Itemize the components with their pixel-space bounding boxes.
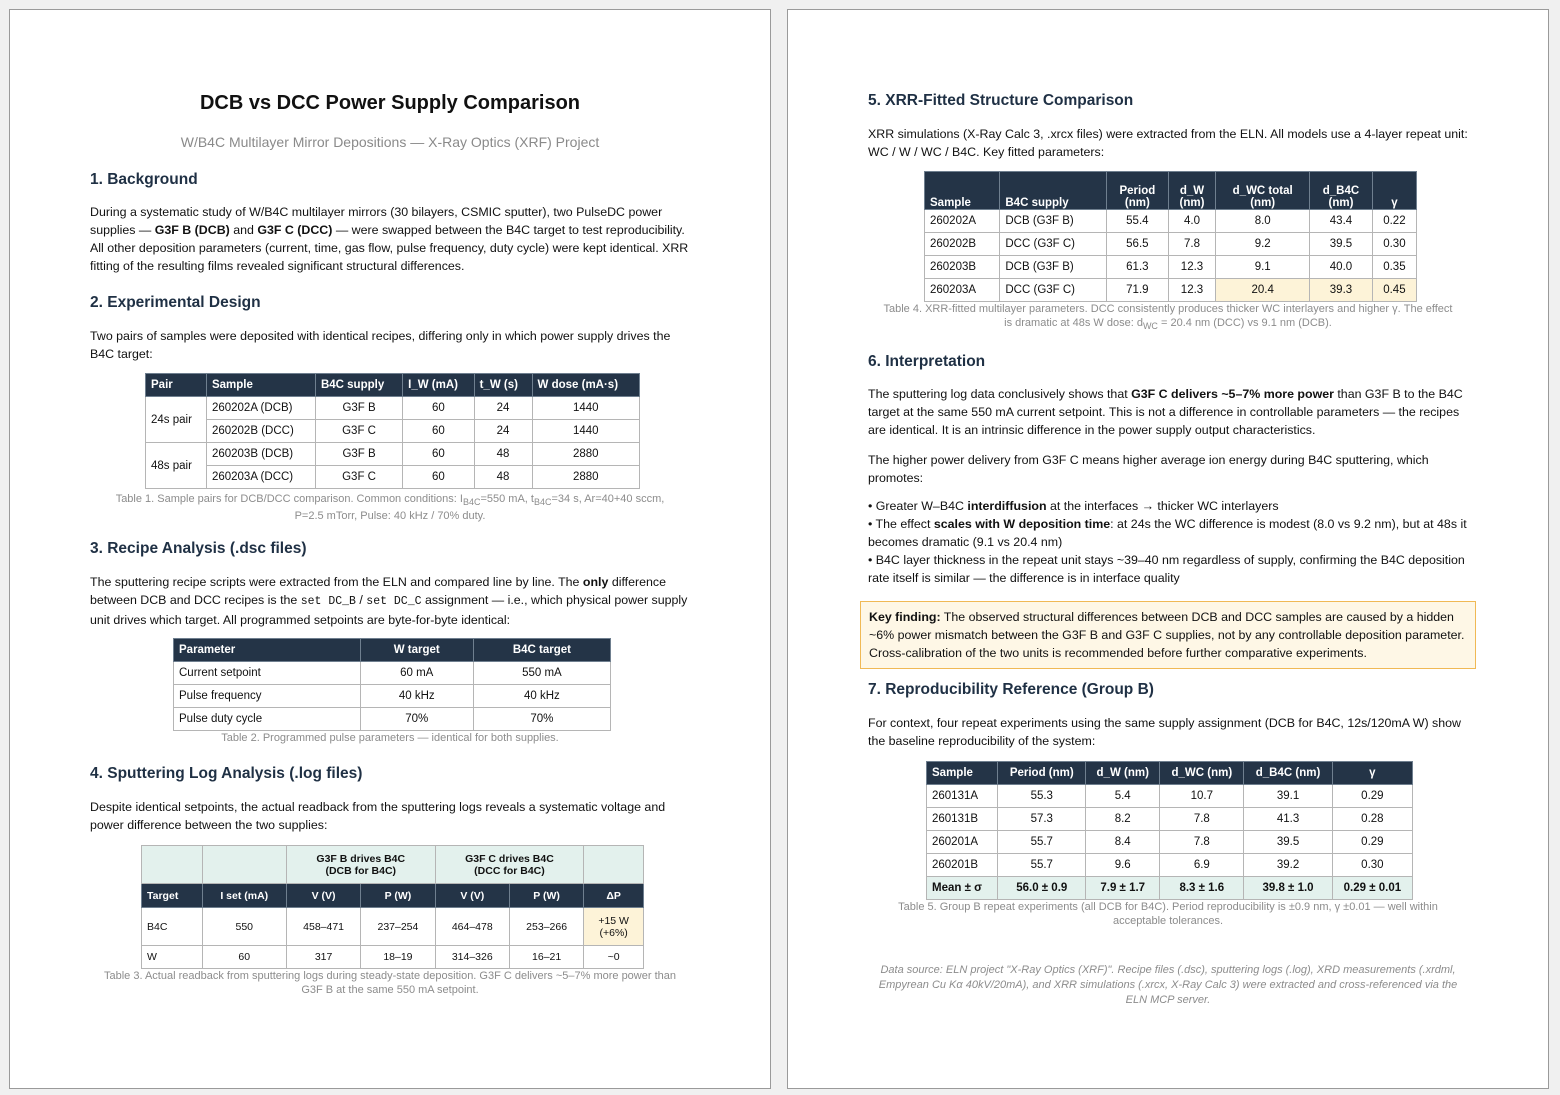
table-cell: 0.30 [1372,233,1416,256]
table-cell: B4C [142,908,203,946]
table-cell: 43.4 [1310,210,1373,233]
table-row [927,808,1413,831]
table-cell: Current setpoint [174,662,361,685]
table-cell: 260201A [927,831,998,854]
table-cell: 260202A [925,210,1000,233]
header-unit: (nm) [1179,197,1205,209]
column-header: t_W (s) [474,374,532,397]
table-row [174,708,611,731]
reproducibility-table [926,761,1413,900]
mean-cell: 56.0 ± 0.9 [998,877,1086,900]
table-cell: 55.7 [998,831,1086,854]
table-row [927,831,1413,854]
group-g3f-c: G3F C drives B4C (DCC for B4C) [435,846,584,884]
column-header: P (W) [509,884,583,908]
column-header [1216,172,1310,210]
table-cell: 260201B [927,854,998,877]
table-cell: 60 [403,420,474,443]
log-paragraph: Despite identical setpoints, the actual readback from the sputtering logs reveals a systematic voltage and power difference between the two supplies: [90,800,666,832]
table-row [146,466,640,489]
table-cell: 7.8 [1160,808,1244,831]
table-cell: 2880 [532,443,639,466]
column-header: Period (nm) [998,762,1086,785]
header-line: B4C supply [1005,197,1069,209]
mean-cell: 39.8 ± 1.0 [1244,877,1332,900]
table-row [925,233,1417,256]
heading-xrr-structure: 5. XRR-Fitted Structure Comparison [868,92,1134,109]
table-cell: 39.5 [1244,831,1332,854]
heading-experimental-design: 2. Experimental Design [90,294,261,311]
table-row [927,854,1413,877]
sputtering-log-table [141,845,644,969]
table-cell: 5.4 [1086,785,1160,808]
reproducibility-paragraph: For context, four repeat experiments using the same supply assignment (DCB for B4C, 12s/120mA W) show the baseline reproducibility of the system: [868,716,1461,748]
table-cell: G3F B [315,397,402,420]
heading-reproducibility: 7. Reproducibility Reference (Group B) [868,681,1154,698]
table-cell: 57.3 [998,808,1086,831]
bullet-scaling: • The effect scales with W deposition time: at 24s the WC difference is modest (8.0 vs 9.2 nm), but at 48s it becomes dramatic (9.1 vs 20.4 nm) [868,517,1467,549]
header-line: d_WC total [1232,185,1293,197]
data-source-footnote: Data source: ELN project "X-Ray Optics (XRF)". Recipe files (.dsc), sputtering logs (.log), XRD measurements (.xrdml, Empyrean Cu Kα 40kV/20mA), and XRR simulations (.xrcx, X-Ray Calc 3) were extracted and cross-referenced via the ELN MCP server. [878,964,1458,1006]
column-header: d_WC (nm) [1160,762,1244,785]
table-cell: 0.29 [1332,831,1412,854]
table-cell: 1440 [532,420,639,443]
column-header: P (W) [361,884,435,908]
table-cell: 8.0 [1216,210,1310,233]
heading-interpretation: 6. Interpretation [868,353,986,370]
table-cell: 70% [473,708,610,731]
delta-p-cell [584,908,644,946]
table-cell: 40 kHz [473,685,610,708]
table-cell: 0.30 [1332,854,1412,877]
column-header: B4C supply [315,374,402,397]
interpretation-paragraph-1: The sputtering log data conclusively shows that G3F C delivers ~5–7% more power than G3F B to the B4C target at the same 550 mA current setpoint. This is not a difference in controllable parameters — the recipes are identical. It is an intrinsic difference in the power supply output characteristics. [868,387,1463,437]
table-cell: 550 [202,908,286,946]
table-row [174,685,611,708]
table-cell: 24 [474,420,532,443]
empty-group-cell [142,846,203,884]
table-cell: G3F B [315,443,402,466]
column-header: W target [360,639,473,662]
table-cell: W [142,946,203,969]
table-row [146,443,640,466]
table-cell: Pulse frequency [174,685,361,708]
table-cell: 39.5 [1310,233,1373,256]
recipe-paragraph: The sputtering recipe scripts were extracted from the ELN and compared line by line. The only difference between DCB and DCC recipes is the set DC_B / set DC_C assignment — i.e., which physical power supply unit drives which target. All programmed setpoints are byte-for-byte identical: [90,575,688,627]
column-header: γ [1332,762,1412,785]
delta-p-value: ~0 [607,951,620,963]
table-cell: 12.3 [1168,279,1215,302]
table-cell: 260131B [927,808,998,831]
column-header [1168,172,1215,210]
table-cell: 260203B [925,256,1000,279]
table-cell: 60 [403,443,474,466]
table-cell: 7.8 [1160,831,1244,854]
column-header: Pair [146,374,207,397]
table-cell: 40.0 [1310,256,1373,279]
table-cell: DCC (G3F C) [1000,279,1107,302]
table-cell: 550 mA [473,662,610,685]
header-line: Period [1119,185,1156,197]
table-cell: 40 kHz [360,685,473,708]
table-cell: 70% [360,708,473,731]
header-line: d_W [1179,185,1205,197]
header-unit: (nm) [1328,197,1354,209]
column-header: V (V) [286,884,360,908]
table5-caption: Table 5. Group B repeat experiments (all DCB for B4C). Period reproducibility is ±0.9 nm, γ ±0.01 — well within acceptable tolerances. [898,901,1438,927]
design-paragraph: Two pairs of samples were deposited with identical recipes, differing only in which power supply drives the B4C target: [90,329,671,361]
table-cell: 61.3 [1106,256,1168,279]
mean-cell: 8.3 ± 1.6 [1160,877,1244,900]
table3-caption: Table 3. Actual readback from sputtering logs during steady-state deposition. G3F C delivers ~5–7% more power than G3F B at the same 550 mA setpoint. [103,970,676,996]
empty-group-cell [202,846,286,884]
column-header [1000,172,1107,210]
header-unit: (nm) [1250,197,1276,209]
table-cell: G3F C [315,420,402,443]
table-row [927,785,1413,808]
table-cell: 458–471 [286,908,360,946]
mean-cell: Mean ± σ [927,877,998,900]
table-cell: 237–254 [361,908,435,946]
table-cell: 9.2 [1216,233,1310,256]
table-cell: 6.9 [1160,854,1244,877]
table-cell: 12.3 [1168,256,1215,279]
table-cell: 260202B [925,233,1000,256]
column-header: B4C target [473,639,610,662]
column-header: I set (mA) [202,884,286,908]
table-cell: 0.45 [1372,279,1416,302]
table-cell: 48 [474,443,532,466]
column-header: Target [142,884,203,908]
table-cell: DCB (G3F B) [1000,256,1107,279]
table-cell: 8.2 [1086,808,1160,831]
table-cell: 260202A (DCB) [206,397,315,420]
pair-cell: 48s pair [146,443,207,489]
header-line: Sample [930,197,971,209]
table-cell: 4.0 [1168,210,1215,233]
table-cell: 20.4 [1216,279,1310,302]
table-cell: 71.9 [1106,279,1168,302]
table-row [142,946,644,969]
column-header [1106,172,1168,210]
table-row [925,279,1417,302]
table-cell: 55.4 [1106,210,1168,233]
table-cell: 8.4 [1086,831,1160,854]
table1-caption-line1: Table 1. Sample pairs for DCB/DCC comparison. Common conditions: $I_{B4C}=550$ mA, $t_{B4C}=34$ s, Ar=40+40 sccm, [115,493,665,508]
column-header [1372,172,1416,210]
table-cell: 60 [202,946,286,969]
table-cell: 39.3 [1310,279,1373,302]
xrr-parameters-table [924,171,1417,302]
table-cell: DCC (G3F C) [1000,233,1107,256]
heading-sputtering-log: 4. Sputtering Log Analysis (.log files) [90,765,363,782]
table-row [174,662,611,685]
table-cell: 9.6 [1086,854,1160,877]
table-cell: 41.3 [1244,808,1332,831]
mean-cell: 0.29 ± 0.01 [1332,877,1412,900]
table-row [925,210,1417,233]
document-title: DCB vs DCC Power Supply Comparison [199,92,581,114]
table-cell: 60 [403,466,474,489]
header-line: γ [1391,197,1398,209]
key-finding-box: Key finding: The observed structural differences between DCB and DCC samples are caused by a hidden ~6% power mismatch between the G3F B and G3F C supplies, not by any controllable deposition parameter. Cross-calibration of the two units is recommended before further comparative experiments. [860,601,1476,669]
header-unit: (nm) [1124,197,1150,209]
table-cell: 260203A [925,279,1000,302]
table-cell: 48 [474,466,532,489]
table-cell: 260131A [927,785,998,808]
table4-caption: Table 4. XRR-fitted multilayer parameters. DCC consistently produces thicker WC interlayers and higher γ. The effect is dramatic at 48s W dose: $d_{WC} = 20.4$ nm (DCC) vs 9.1 nm (DCB). [883,303,1453,332]
table-cell: 260202B (DCC) [206,420,315,443]
sample-pairs-table [145,373,640,489]
column-header [925,172,1000,210]
table-cell: 253–266 [509,908,583,946]
document-subtitle: W/B4C Multilayer Mirror Depositions — X-Ray Optics (XRF) Project [180,134,600,150]
background-paragraph: During a systematic study of W/B4C multilayer mirrors (30 bilayers, CSMIC sputter), two PulseDC power supplies — G3F B (DCB) and G3F C (DCC) — were swapped between the B4C target to test reproducibility. All other deposition parameters (current, time, gas flow, pulse frequency, duty cycle) were kept identical. XRR fitting of the resulting films revealed significant structural differences. [90,205,689,273]
table-cell: G3F C [315,466,402,489]
table-cell: 314–326 [435,946,509,969]
table-row [146,397,640,420]
heading-recipe-analysis: 3. Recipe Analysis (.dsc files) [90,540,307,557]
column-header: V (V) [435,884,509,908]
table-cell: 0.35 [1372,256,1416,279]
table-cell: 18–19 [361,946,435,969]
interpretation-bullets [868,497,1468,587]
table-cell: 24 [474,397,532,420]
table-cell: 0.28 [1332,808,1412,831]
table-cell: 39.2 [1244,854,1332,877]
column-header: Sample [206,374,315,397]
table-cell: 16–21 [509,946,583,969]
table-cell: 60 [403,397,474,420]
column-header: Sample [927,762,998,785]
table-cell: Pulse duty cycle [174,708,361,731]
bullet-interdiffusion: • Greater W–B4C interdiffusion at the interfaces → thicker WC interlayers [868,499,1279,513]
column-header: ΔP [584,884,644,908]
table-cell: DCB (G3F B) [1000,210,1107,233]
table1-caption-line2: P=2.5 mTorr, Pulse: 40 kHz / 70% duty. [294,510,486,523]
table-cell: 7.8 [1168,233,1215,256]
delta-p-cell [584,946,644,969]
table-cell: 317 [286,946,360,969]
table-cell: 260203B (DCB) [206,443,315,466]
empty-group-cell [584,846,644,884]
column-header: d_W (nm) [1086,762,1160,785]
table-cell: 9.1 [1216,256,1310,279]
column-header [1310,172,1373,210]
column-header: d_B4C (nm) [1244,762,1332,785]
interpretation-paragraph-2: The higher power delivery from G3F C means higher average ion energy during B4C sputtering, which promotes: [868,453,1429,485]
pulse-parameters-table [173,638,611,731]
table-row [146,420,640,443]
column-header: W dose (mA·s) [532,374,639,397]
table-cell: 10.7 [1160,785,1244,808]
table-cell: 464–478 [435,908,509,946]
delta-p-value: +15 W [598,914,629,927]
table1-caption [90,492,690,523]
table2-caption: Table 2. Programmed pulse parameters — identical for both supplies. [221,732,559,744]
table-row [142,908,644,946]
bullet-b4c-thickness: • B4C layer thickness in the repeat unit stays ~39–40 nm regardless of supply, confirming the B4C deposition rate itself is similar — the difference is in interface quality [868,553,1465,585]
table-cell: 0.29 [1332,785,1412,808]
table-cell: 60 mA [360,662,473,685]
table-cell: 55.7 [998,854,1086,877]
mean-cell: 7.9 ± 1.7 [1086,877,1160,900]
table-cell: 260203A (DCC) [206,466,315,489]
heading-background: 1. Background [90,171,198,188]
group-g3f-b: G3F B drives B4C (DCB for B4C) [286,846,435,884]
table-cell: 55.3 [998,785,1086,808]
mean-row [927,877,1413,900]
table-row [925,256,1417,279]
table-cell: 1440 [532,397,639,420]
table-cell: 39.1 [1244,785,1332,808]
header-line: d_B4C [1322,185,1360,197]
xrr-paragraph: XRR simulations (X-Ray Calc 3, .xrcx files) were extracted from the ELN. All models use a 4-layer repeat unit: WC / W / WC / B4C. Key fitted parameters: [868,127,1468,159]
page-2 [787,9,1549,1089]
table-cell: 2880 [532,466,639,489]
page-1 [9,9,771,1089]
column-header: Parameter [174,639,361,662]
table-cell: 56.5 [1106,233,1168,256]
column-header: I_W (mA) [403,374,474,397]
table-cell: 0.22 [1372,210,1416,233]
pair-cell: 24s pair [146,397,207,443]
delta-p-percent: (+6%) [599,926,628,939]
